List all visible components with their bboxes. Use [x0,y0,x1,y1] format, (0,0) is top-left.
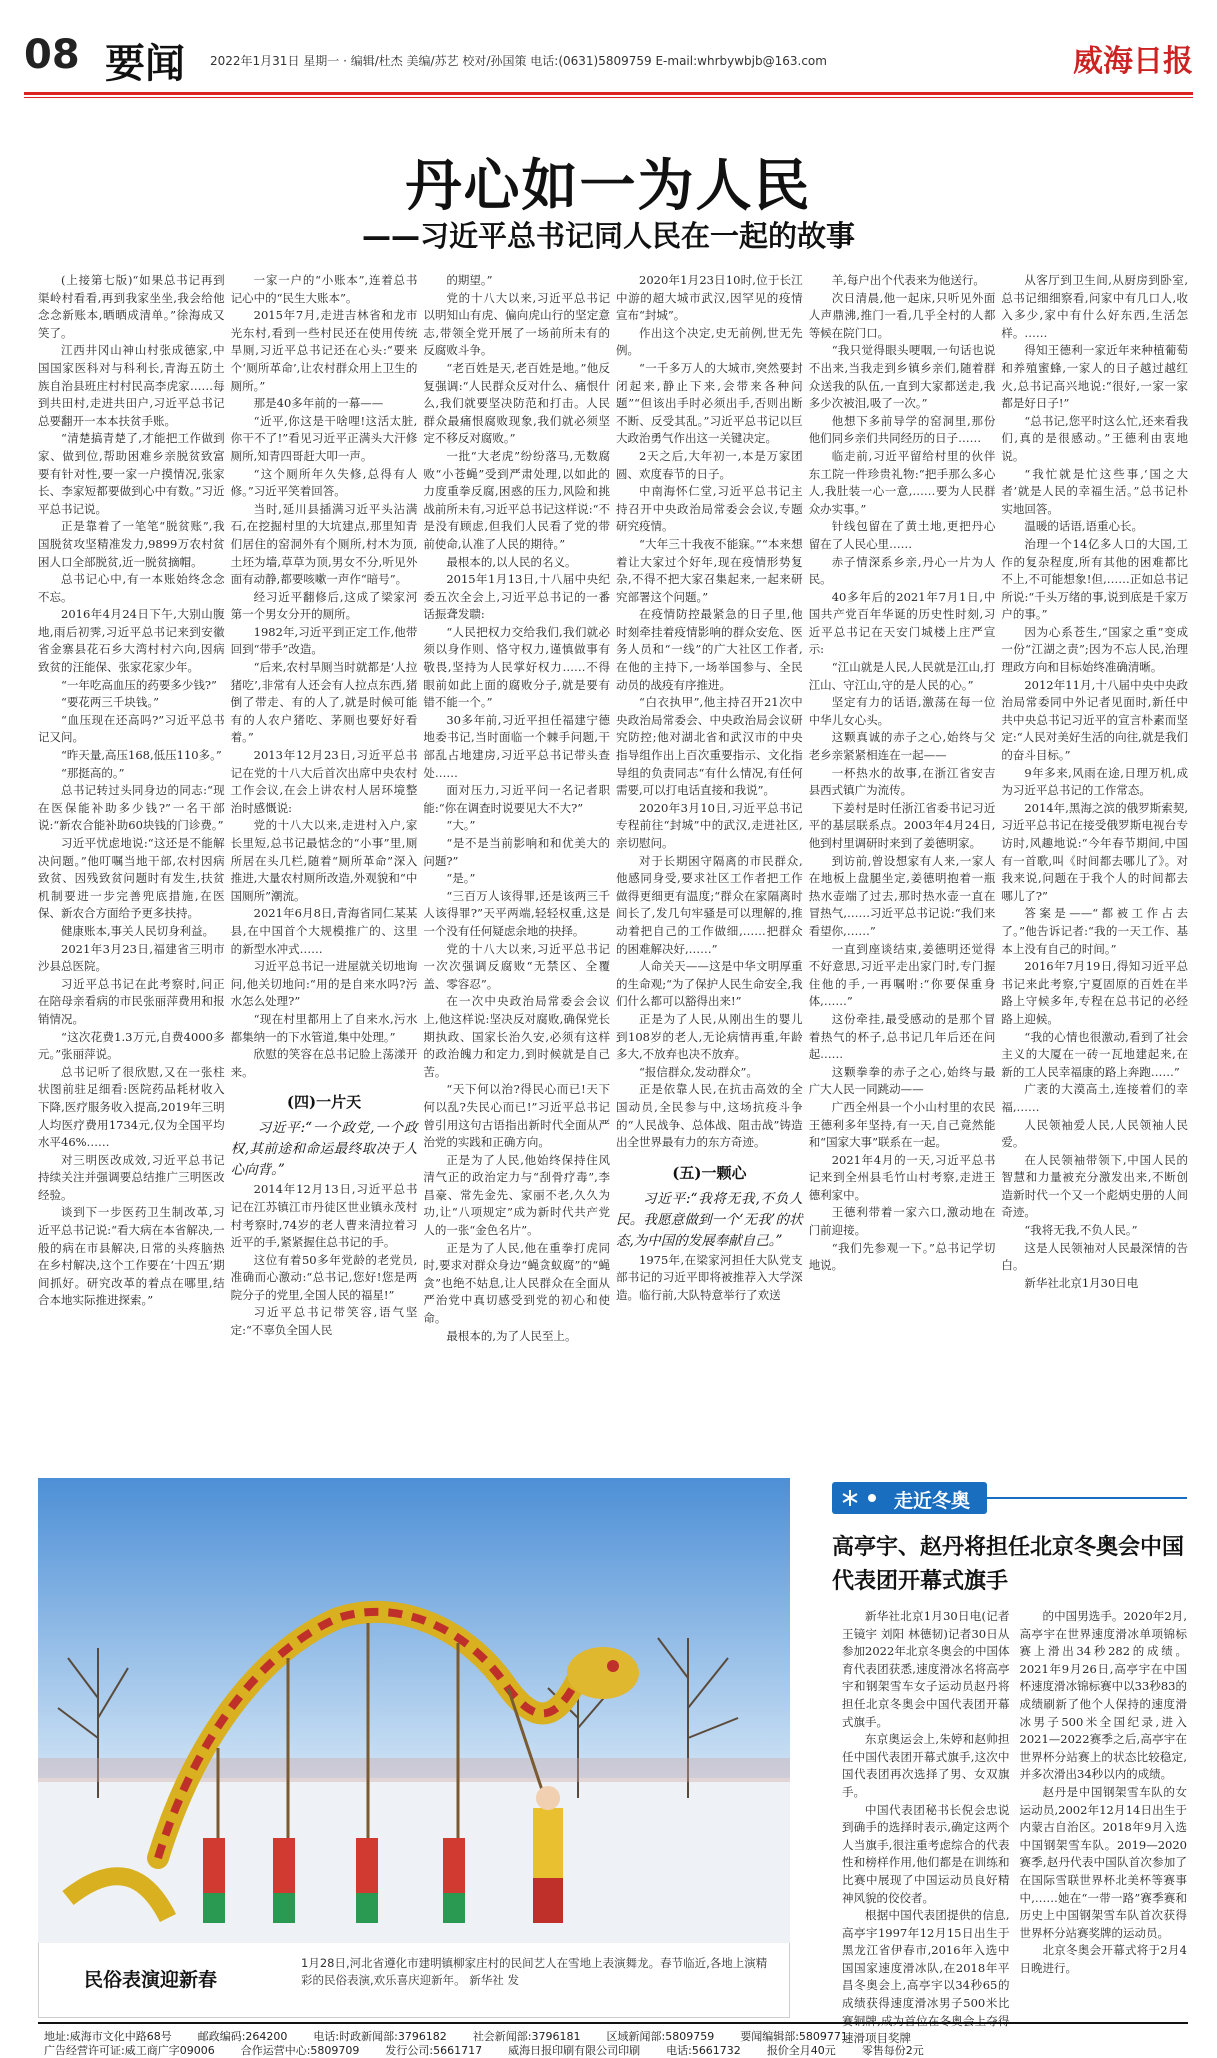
paragraph: 正是依靠人民,在抗击高效的全国动员,全民参与中,这场抗疫斗争的“人民战争、总体战、阻击战”铸造出全世界最有力的东方奇迹。 [616,1082,803,1150]
paragraph: 羊,每户出个代表来为他送行。 [831,273,985,287]
dragon-dance-photo [38,1478,790,1943]
paragraph: 2020年3月10日,习近平总书记专程前往“封城”中的武汉,走进社区,亲切慰问。 [616,800,803,850]
article-body [38,272,1188,1437]
paragraph: 次日清晨,他一起床,只听见外面人声鼎沸,推门一看,几乎全村的人都等候在院门口。 [808,290,996,340]
paragraph: 总书记听了很欣慰,又在一张柱状图前驻足细看:医院药品耗材收入下降,医疗服务收入提高,2019年三明人均医疗费用1734元,仅为全国平均水平46%…… [38,1064,225,1150]
paragraph: “我的心情也很激动,看到了社会主义的大厦在一砖一瓦地建起来,在新的工人民幸福康的路上奔跑……” [1001,1029,1189,1079]
paragraph: “我只觉得眼头哽咽,一句话也说不出来,当我走到乡镇乡亲们,随着群众送我的队伍,一直到大家都送走,我多少次被泪,吸了一次。” [808,343,996,411]
text-column [842,1608,1010,2046]
paragraph: 总书记转过头同身边的同志:“现在医保能补助多少钱?”一名干部说:“新农合能补助60块钱的门诊费。” [38,783,225,833]
paragraph: 的中国男选手。2020年2月,高亭宇在世界速度滑冰单项锦标赛上滑出34秒282的成绩。2021年9月26日,高亭宇在中国杯速度滑冰锦标赛中以33秒83的成绩刷新了他个人保持的速度滑冰男子500米全国纪录,进入2021—2022赛季之后,高亭宇在世界杯分站赛上的状态比较稳定,并多次滑出34秒以内的成绩。 [1019,1609,1187,1782]
paragraph: 江西井冈山神山村张成德家,中国国家医科对与科利长,青海五防土族自治县班庄村村民高李虎家……每到共田村,走进共田户,习近平总书记总要翻开一本本扶贫手账。 [38,343,225,428]
footer-item: 威海日报印刷有限公司印刷 [508,2044,641,2057]
footer-item: 电话:5661732 [666,2044,741,2057]
paragraph: 人命关天——这是中华文明厚重的生命观;“为了保护人民生命安全,我们什么都可以豁得出来!” [616,959,803,1009]
paragraph: 2014年12月13日,习近平总书记在江苏镇江市丹徒区世业镇永茂村村考察时,74岁的老人曹来清拉着习近平的手,紧紧握住总书记的手。 [230,1182,418,1250]
text-column [231,272,418,1437]
paragraph: (上接第七版)“如果总书记再到渠岭村看看,再到我家坐坐,我会给他念念新账本,晒晒成清单。”徐海成又笑了。 [38,273,225,340]
paragraph: “是不是当前影响和和优美大的问题?” [423,836,611,868]
paragraph: 正是为了人民,他始终保持住风清气正的政治定力与“刮骨疗毒”,李昌豪、常先金先、家丽不老,久久为功,让“八项规定”成为新时代共产党人的一张“金色名片”。 [423,1152,611,1238]
paragraph: 东京奥运会上,朱婷和赵帅担任中国代表团开幕式旗手,这次中国代表团再次选择了男、女双旗手。 [842,1732,1010,1799]
text-column [1001,272,1188,1437]
footer-item: 电话:时政新闻部:3796182 [313,2030,447,2043]
paragraph: 最根本的,以人民的名义。 [446,554,577,569]
paragraph: 正是靠着了一笔笔“脱贫账”,我国脱贫攻坚精准发力,9899万农村贫困人口全部脱贫,近一脱贫摘帽。 [38,519,225,569]
label-text: 走近冬奥 [894,1490,971,1512]
paragraph: “人民把权力交给我们,我们就必须以身作则、恪守权力,谨慎做事有敬畏,坚持为人民掌好权力……不得眼前如此上面的腐败分子,就是要有错不能一个。” [423,624,611,710]
paragraph: 这颗真诚的赤子之心,始终与父老乡亲紧紧相连在一起—— [808,730,996,763]
paragraph: “这次花费1.3万元,自费4000多元。”张丽萍说。 [38,1029,225,1062]
paragraph: “昨天量,高压168,低压110多。” [61,748,222,763]
footer-item: 邮政编码:264200 [197,2030,288,2043]
paragraph: 2020年1月23日10时,位于长江中游的超大城市武汉,因罕见的疫情宣布“封城”。 [616,273,803,323]
paragraph: “大年三十我夜不能寐。”“本来想着让大家过个好年,现在疫情形势复杂,不得不把大家召集起来,一起来研究部署这个问题。” [616,536,803,604]
paragraph: 30多年前,习近平担任福建宁德地委书记,当时面临一个棘手问题,干部乱占地建房,习近平总书记带头查处…… [423,712,611,780]
paragraph: 临走前,习近平留给村里的伙伴东工院一件珍贵礼物:“把手那么多心人,我肚装一心一意,……要为人民群众办实事。” [808,448,996,516]
paragraph: “清楚搞青楚了,才能把工作做到家、做到位,帮助困难乡亲脱贫致富要有针对性,要一家一户摸情况,张家长、李家短都要做到心中有数。”习近平总书记说。 [38,431,225,516]
paragraph: 党的十八大以来,习近平总书记一次次强调反腐败“无禁区、全覆盖、零容忍”。 [423,941,611,991]
paragraph: “是。” [446,871,476,886]
paragraph: 人民领袖爱人民,人民领袖人民爱。 [1001,1117,1189,1150]
paragraph: 下姜村是时任浙江省委书记习近平的基层联系点。2003年4月24日,他到村里调研时来到了姜德明家。 [808,800,996,850]
paragraph: “总书记,您平时这么忙,还来看我们,真的是很感动。”王德利由衷地说。 [1001,413,1189,463]
paragraph: 中南海怀仁堂,习近平总书记主持召开中央政治局常委会会议,专题研究疫情。 [616,484,803,534]
section-heading: (四)一片天 [286,1093,362,1112]
paragraph: “我们先参观一下。”总书记学切地说。 [808,1240,996,1273]
photo-title: 民俗表演迎新春 [84,1969,218,1991]
paragraph: 9年多来,风雨在途,日理万机,成为习近平总书记的工作常态。 [1001,765,1189,798]
paragraph: 一杯热水的故事,在浙江省安吉县西式镇广为流传。 [808,765,996,798]
paragraph: 他想下多前导学的窑洞里,那份他们同乡亲们共同经历的日子…… [808,413,996,446]
paragraph: 经习近平翻修后,这成了梁家河第一个男女分开的厕所。 [230,589,418,622]
text-column [38,272,225,1437]
paragraph: 从客厅到卫生间,从厨房到卧室,总书记细细察看,问家中有几口人,收入多少,家中有什么好东西,生活怎样。…… [1001,273,1189,340]
paragraph: 北京冬奥会开幕式将于2月4日晚进行。 [1019,1943,1187,1975]
news-photo [38,1478,790,1943]
paragraph: “一年吃高血压的药要多少钱?” [61,677,217,692]
snow-icon [832,1482,892,1514]
paragraph: 作出这个决定,史无前例,世无先例。 [616,325,803,358]
masthead [0,0,1217,118]
text-column [616,272,803,1437]
article-title: 丹心如一为人民 [405,153,812,219]
paragraph: 2012年11月,十八届中央中央政治局常委同中外记者见面时,新任中共中央总书记习近平的宣言朴素而坚定:“人民对美好生活的向往,就是我们的奋斗目标。” [1001,677,1189,763]
paragraph: “三百万人该得罪,还是该两三千人该得罪?”天平两端,轻轻权重,这是一个没有任何疑虑余地的抉择。 [423,888,611,938]
footer-item: 发行公司:5661717 [385,2044,483,2057]
photo-caption: 1月28日,河北省遵化市建明镇柳家庄村的民间艺人在雪地上表演舞龙。春节临近,各地上演精彩的民俗表演,欢乐喜庆迎新年。 新华社 发 [301,1956,768,1987]
footer-row-2 [44,2042,950,2058]
footer-item: 报价全月40元 [766,2044,836,2057]
paragraph: 对三明医改成效,习近平总书记持续关注并强调要总结推广三明医改经验。 [38,1152,225,1202]
paragraph: 欣慰的笑容在总书记脸上荡漾开来。 [230,1047,418,1079]
paragraph: 温暖的话语,语重心长。 [1024,519,1144,534]
paragraph: “一千多万人的大城市,突然要封闭起来,静止下来,会带来各种问题”“但该出手时必须出手,否则出断不断、反受其乱。”习近平总书记以巨大政治勇气作出这一关键决定。 [616,360,803,446]
footer-item: 合作运营中心:5809709 [240,2044,360,2057]
text-column [809,272,996,1437]
paragraph: 习近平总书记带笑容,语气坚定:“不辜负全国人民 [230,1305,418,1338]
footer-item: 地址:威海市文化中路68号 [44,2030,172,2043]
paragraph: 那是40多年前的一幕—— [253,396,384,411]
photo-caption-box [38,1943,790,2018]
label-tab [832,1482,987,1514]
paragraph: 在疫情防控最紧急的日子里,他时刻牵挂着疫情影响的群众安危、医务人员和“一线”的广大社区工作者,在他的主持下,一场举国参与、全民动员的战疫有序推进。 [616,607,803,692]
header-rule-thin [24,97,1193,98]
olympics-column-label [832,1478,1187,1520]
paragraph: 党的十八大以来,习近平总书记以明知山有虎、偏向虎山行的坚定意志,带领全党开展了一场前所未有的反腐败斗争。 [423,290,611,358]
paragraph: 对于长期困守隔离的市民群众,他感同身受,要求社区工作者把工作做得更细更有温度;“群众在家隔离时间长了,发几句牢骚是可以理解的,推动着把自己的工作做细,……把群众的困难解决好,……” [616,853,803,956]
paragraph: 新华社北京1月30日电 [1024,1275,1139,1290]
newspaper-logo: 威海日报 [1073,44,1193,79]
paragraph: 因为心系苍生,“国家之重”变成一份“江湖之责”;因为不忘人民,治理理政方向和目标始终准确清晰。 [1001,624,1189,675]
paragraph: “这个厕所年久失修,总得有人修。”习近平笑着回答。 [230,466,418,499]
olympics-headline: 高亭宇、赵丹将担任北京冬奥会中国代表团开幕式旗手 [832,1534,1185,1594]
paragraph: 在人民领袖带领下,中国人民的智慧和力量被充分激发出来,不断创造新时代一个又一个彪炳史册的人间奇迹。 [1001,1152,1189,1220]
paragraph: 2天之后,大年初一,本是万家团圆、欢度春节的日子。 [616,448,803,481]
paragraph: 到访前,曾设想家有人来,一家人在地板上盘腿坐定,姜德明抱着一瓶热水壶端了过去,那时热水壶一直在冒热气,……习近平总书记说:“我们来看望你,……” [808,853,996,938]
olympics-body [842,1608,1187,2046]
footer-item: 区域新闻部:5809759 [606,2030,715,2043]
section-title: 要闻 [105,41,185,87]
paragraph: 广袤的大漠高土,连接着们的幸福,…… [1001,1082,1189,1114]
paragraph: 正是为了人民,他在重拳打虎同时,要求对群众身边“蝇贪蚁腐”的“蝇贪”也绝不姑息,让人民群众在全面从严治党中真切感受到党的初心和使命。 [423,1240,611,1326]
paragraph: 1982年,习近平到正定工作,他带回到“带手”改造。 [230,624,418,657]
pull-quote: 习近平:“我将无我,不负人民。我愿意做到一个‘无我’的状态,为中国的发展奉献自己。” [616,1190,803,1249]
paragraph: 习近平总书记一进屋就关切地询问,他关切地问:“用的是自来水吗?污水怎么处理?” [230,959,418,1009]
footer-item: 零售每份2元 [861,2044,924,2057]
paragraph: 1975年,在梁家河担任大队党支部书记的习近平即将被推荐入大学深造。临行前,大队特意举行了欢送 [616,1252,803,1302]
paragraph: 这位有着50多年党龄的老党员,准确而心激动:“总书记,您好!您是两院分子的党里,全国人民的福星!” [230,1252,418,1302]
paragraph: “我忙就是忙这些事,‘国之大者’就是人民的幸福生活。”总书记朴实地回答。 [1001,466,1189,516]
page-number: 08 [24,32,80,78]
paragraph: “江山就是人民,人民就是江山,打江山、守江山,守的是人民的心。” [808,660,996,692]
paragraph: 习近平忧虑地说:“这还是不能解决问题。”他叮嘱当地干部,农村因病致贫、因残致贫问题时有发生,扶贫机制要进一步完善兜底措施,在医保、新农合方面给予更多扶持。 [38,836,225,921]
label-rule [987,1497,1187,1499]
footer-item: 社会新闻部:3796181 [472,2030,581,2043]
paragraph: 根据中国代表团提供的信息,高亭宇1997年12月15日出生于黑龙江省伊春市,2016年入选中国国家速度滑冰队,在2018年平昌冬奥会上,高亭宇以34秒65的成绩获得速度滑冰男子500米比赛铜牌,成为首位在冬奥会上夺得速滑项目奖牌 [842,1908,1010,2046]
paragraph: 2015年1月13日,十八届中央纪委五次全会上,习近平总书记的一番话振聋发聩: [423,572,611,622]
paragraph: “那挺高的。” [61,765,125,780]
paragraph: 2021年3月23日,福建省三明市沙县总医院。 [38,941,225,974]
paragraph: “大。” [446,818,476,833]
paragraph: 得知王德利一家近年来种植葡萄和养殖蜜蜂,一家人的日子越过越红火,总书记高兴地说:“很好,一家一家都是好日子!” [1001,343,1189,411]
paragraph: 2015年7月,走进吉林省和龙市光东村,看到一些村民还在使用传统旱厕,习近平总书记还在心头:“要来个‘厕所革命’,让农村群众用上卫生的厕所。” [230,308,418,393]
section-heading: (五)一颗心 [672,1163,747,1182]
paragraph: “天下何以治?得民心而已!天下何以乱?失民心而已!”习近平总书记曾引用这句古语指出新时代全面从严治党的实践和正确方向。 [423,1082,611,1150]
paragraph: 一批“大老虎”纷纷落马,无数腐败“小苍蝇”受到严肃处理,以如此的力度重拳反腐,困惑的压力,风险和挑战前所未有,习近平总书记这样说:“不是没有顾虑,但我们人民看了党的带前使命,认准了人民的期待。” [423,448,611,551]
paragraph: “我将无我,不负人民。” [1024,1223,1138,1238]
paragraph: 王德利带着一家六口,激动地在门前迎接。 [808,1205,996,1238]
paragraph: “老百姓是天,老百姓是地。”他反复强调:“人民群众反对什么、痛恨什么,我们就要坚决防范和打击。人民群众最痛恨腐败现象,我们就必须坚定不移反对腐败。” [423,360,611,446]
paragraph: 习近平总书记在此考察时,问正在陪母亲看病的市民张丽萍费用和报销情况。 [38,976,225,1026]
paragraph: “后来,农村旱厕当时就都是‘人拉猪吃’,非常有人还会有人拉点东西,猪倒了带走、有的人了,就是时候可能有的人农户猪吃、茅厕也要好好看着。” [230,660,418,745]
paragraph: 总书记心中,有一本账始终念念不忘。 [38,572,225,604]
paragraph: “现在村里都用上了自来水,污水都集纳一的下水管道,集中处理。” [230,1011,418,1044]
paragraph: 坚定有力的话语,激荡在每一位中华儿女心头。 [808,695,996,727]
paragraph: 这是人民领袖对人民最深情的告白。 [1001,1240,1189,1273]
paragraph: 2016年7月19日,得知习近平总书记来此考察,宁夏固原的百姓在半路上守候多年,专程在总书记的必经路上迎候。 [1001,959,1189,1026]
paragraph: “要花两三千块钱。” [61,695,160,710]
paragraph: “血压现在还高吗?”习近平总书记又问。 [38,712,225,745]
paragraph: 一家一户的“小账本”,连着总书记心中的“民生大账本”。 [230,273,418,305]
paragraph: 2021年4月的一天,习近平总书记来到全州县毛竹山村考察,走进王德利家中。 [808,1152,996,1202]
paragraph: 最根本的,为了人民至上。 [446,1328,577,1343]
paragraph: 当时,延川县插满习近平头沾满石,在挖掘村里的大坑建点,那里知青们居住的窑洞外有个厕所,村木为顶,土坯为墙,草草为顶,男女不分,听见外面有动静,都要咳嗽一声作“暗号”。 [230,501,418,587]
footer-item: 广告经营许可证:威工商广字09006 [44,2044,215,2057]
paragraph: 新华社北京1月30日电(记者 王镜宇 刘阳 林德韧)记者30日从参加2022年北京冬奥会的中国体育代表团获悉,速度滑冰名将高亭宇和钢架雪车女子运动员赵丹将担任北京冬奥会中国代表团开幕式旗手。 [842,1609,1010,1729]
paragraph: 2014年,黑海之滨的俄罗斯索契,习近平总书记在接受俄罗斯电视台专访时,风趣地说:“今年春节期间,中国有一首歌,叫《时间都去哪儿了》。对我来说,问题在于我个人的时间都去哪儿了?” [1001,800,1189,903]
paragraph: “白衣执甲”,他主持召开21次中央政治局常委会、中央政治局会议研究防控;他对湖北省和武汉市的中央指导组作出上百次重要指示、文化指导组的负责同志“有什么情况,有任何需要,可以打电话直接和我说”。 [616,695,803,798]
pull-quote: 习近平:“一个政党,一个政权,其前途和命运最终取决于人心向背。” [230,1120,418,1179]
header-rule [24,92,1193,95]
paragraph: 2021年6月8日,青海省同仁某某县,在中国首个大规模推广的、这里的新型水冲式…… [230,906,418,956]
footer [38,2022,1188,2057]
paragraph: 赤子情深系乡亲,丹心一片为人民。 [808,554,996,587]
article-subtitle: ——习近平总书记同人民在一起的故事 [361,219,855,253]
paragraph: 针线包留在了黄土地,更把丹心留在了人民心里…… [808,519,996,551]
paragraph: 面对压力,习近平问一名记者职能:“你在调查时说要见大不大?” [423,783,611,815]
paragraph: 在一次中央政治局常委会会议上,他这样说:坚决反对腐败,确保党长期执政、国家长治久安,必须有这样的政治魄力和定力,到时候就是自己苦。 [423,994,611,1079]
paragraph: 这颗拳拳的赤子之心,始终与最广大人民一同跳动—— [808,1064,996,1097]
paragraph: 2016年4月24日下午,大别山腹地,雨后初霁,习近平总书记来到安徽省金寨县花石乡大湾村村六向,因病致贫的汪能保、张家花家少年。 [38,607,225,675]
paragraph: 党的十八大以来,走进村入户,家长里短,总书记最惦念的“小事”里,厕所居在头几栏,随着“厕所革命”深入推进,大量农村厕所改造,外观貌和“中国厕所”潮流。 [230,818,418,903]
footer-item: 要闻编辑部:5809771 [740,2030,848,2043]
paragraph: 广西全州县一个小山村里的农民王德利多年坚持,有一天,自己竟然能和“国家大事”联系在一起。 [808,1099,996,1150]
text-column [423,272,610,1437]
paragraph: 中国代表团秘书长倪会忠说到确手的选择时表示,确定这两个人当旗手,很注重考虑综合的代表性和榜样作用,他们都是在训练和比赛中展现了中国运动员良好精神风貌的佼佼者。 [842,1802,1010,1905]
paragraph: “报信群众,发动群众”。 [639,1064,758,1079]
paragraph: 健康账本,事关人民切身利益。 [61,923,215,938]
paragraph: 谈到下一步医药卫生制改革,习近平总书记说:“看大病在本省解决,一般的病在市县解决,日常的头疼脑热在乡村解决,这个工作要在‘十四五’期间抓好。研究改革的着点在哪里,结合本地实际推进探索。” [38,1205,225,1308]
paragraph: 赵丹是中国钢架雪车队的女运动员,2002年12月14日出生于内蒙古自治区。2018年9月入选中国钢架雪车队。2019—2020赛季,赵丹代表中国队首次参加了在国际雪联世界杯北美杯等赛事中,……她在“一带一路”赛季赛和历史上中国钢架雪车队首次获得世界杯分站赛奖牌的运动员。 [1019,1784,1187,1940]
paragraph: 2013年12月23日,习近平总书记在党的十八大后首次出席中央农村工作会议,在会上讲农村人居环境整治时感慨说: [230,748,418,815]
paragraph: 治理一个14亿多人口的大国,工作的复杂程度,所有其他的困难都比不上,不可能想象!但,……正如总书记所说:“千头万绪的事,说到底是千家万户的事。” [1001,536,1189,622]
paragraph: 答案是——“都被工作占去了。”他告诉记者:“我的一天工作、基本上没有自己的时间。” [1001,906,1189,956]
paragraph: 一直到座谈结束,姜德明还觉得不好意思,习近平走出家门时,专门握住他的手,一再嘱咐:“你要保重身体,……” [808,941,996,1009]
text-column [1020,1608,1188,2018]
paragraph: 40多年后的2021年7月1日,中国共产党百年华诞的历史性时刻,习近平总书记在天安门城楼上庄严宣示: [808,589,996,657]
paragraph: 这份牵挂,最受感动的是那个冒着热气的杯子,总书记几年后还在问起…… [808,1011,996,1062]
paragraph: “近平,你这是干啥哩!这活太脏,你干不了!”看见习近平正满头大汗修厕所,知青四哥赶大叩一声。 [230,413,418,463]
paragraph: 的期望。” [446,273,493,287]
paragraph: 正是为了人民,从刚出生的婴儿到108岁的老人,无论病情再重,年龄多大,不放弃也决不放弃。 [616,1011,803,1062]
header-meta: 2022年1月31日 星期一 · 编辑/杜杰 美编/苏艺 校对/孙国策 电话:(0631)5809759 E-mail:whrbywbjb@163.com [210,54,827,68]
